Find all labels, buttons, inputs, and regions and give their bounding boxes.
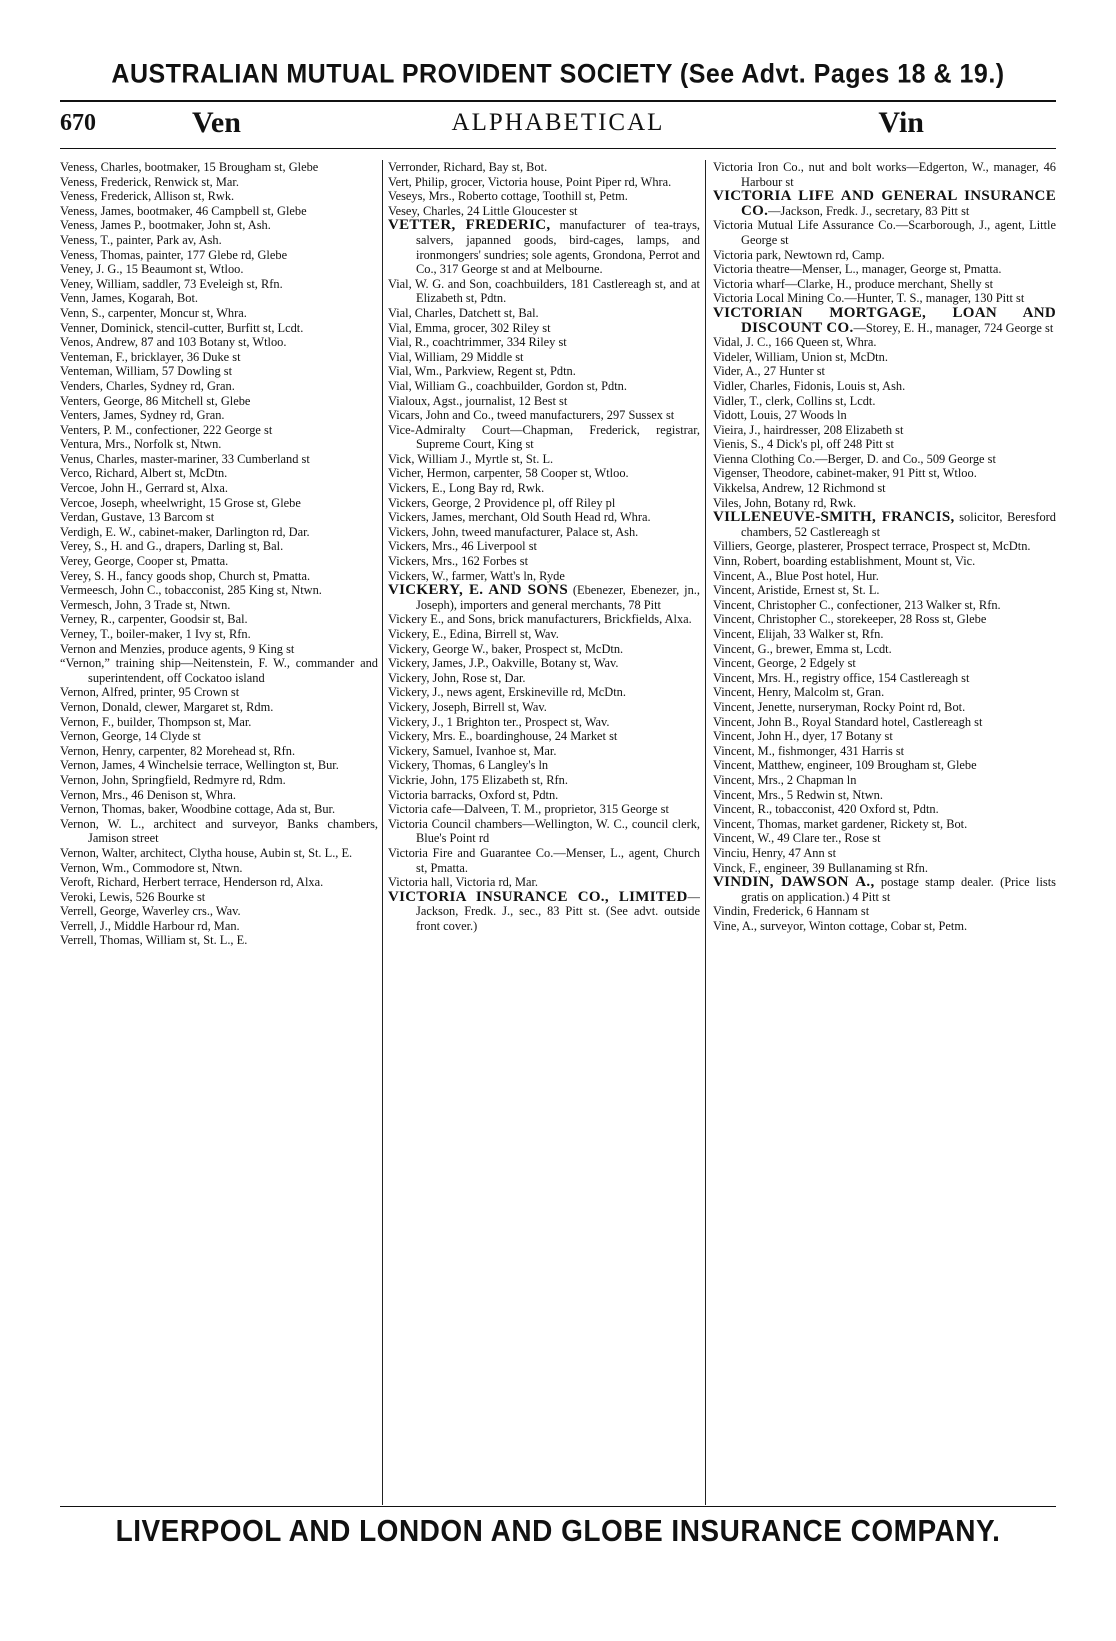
directory-entry: Verrell, J., Middle Harbour rd, Man. — [60, 918, 240, 933]
directory-entry: Vincent, Thomas, market gardener, Rickety st, Bot. — [713, 816, 968, 831]
directory-entry: Vincent, A., Blue Post hotel, Hur. — [713, 568, 879, 583]
directory-entry: Vernon, Henry, carpenter, 82 Morehead st, Rfn. — [60, 743, 296, 758]
directory-entry: Vickery, George W., baker, Prospect st, McDtn. — [388, 641, 624, 656]
directory-entry: Vial, William G., coachbuilder, Gordon st, Pdtn. — [388, 378, 627, 393]
header-right-guide-word: Vin — [878, 106, 924, 139]
directory-entry: Vidler, T., clerk, Collins st, Lcdt. — [713, 393, 876, 408]
directory-entry: Verco, Richard, Albert st, McDtn. — [60, 466, 228, 481]
directory-entry: Victoria wharf—Clarke, H., produce merchant, Shelly st — [713, 276, 994, 291]
directory-entry: Vernon, Thomas, baker, Woodbine cottage, Ada st, Bur. — [60, 802, 336, 817]
directory-entry: Vialoux, Agst., journalist, 12 Best st — [388, 393, 568, 408]
directory-entry: Vincent, G., brewer, Emma st, Lcdt. — [713, 641, 892, 656]
directory-entry: Vickrie, John, 175 Elizabeth st, Rfn. — [388, 772, 568, 787]
directory-entry: Vincent, George, 2 Edgely st — [713, 656, 856, 671]
directory-entry: Vincent, M., fishmonger, 431 Harris st — [713, 743, 905, 758]
directory-entry: Veseys, Mrs., Roberto cottage, Toothill st, Petm. — [388, 189, 628, 204]
directory-entry: Vinciu, Henry, 47 Ann st — [713, 845, 837, 860]
directory-entry: Venteman, William, 57 Dowling st — [60, 364, 233, 379]
directory-entry: Veness, James P., bootmaker, John st, Ash. — [60, 218, 271, 233]
directory-entry: Vice-Admiralty Court—Chapman, Frederick, registrar, Supreme Court, King st — [388, 422, 700, 452]
directory-columns — [60, 160, 1056, 1505]
directory-entry: Victoria hall, Victoria rd, Mar. — [388, 875, 539, 890]
directory-entry: Vial, Charles, Datchett st, Bal. — [388, 305, 539, 320]
column-divider — [705, 160, 706, 1505]
directory-entry: Vigenser, Theodore, cabinet-maker, 91 Pitt st, Wtloo. — [713, 466, 977, 481]
directory-entry: Vincent, Henry, Malcolm st, Gran. — [713, 685, 885, 700]
directory-entry: Vincent, Matthew, engineer, 109 Brougham st, Glebe — [713, 758, 977, 773]
directory-entry-heading: VICTORIAN MORTGAGE, LOAN AND DISCOUNT CO. — [713, 304, 1056, 336]
directory-entry: Vickery, Mrs. E., boardinghouse, 24 Market st — [388, 729, 618, 744]
directory-entry: Vicher, Hermon, carpenter, 58 Cooper st, Wtloo. — [388, 466, 629, 481]
directory-entry: Vernon, F., builder, Thompson st, Mar. — [60, 714, 252, 729]
directory-entry: Vickery, E., Edina, Birrell st, Wav. — [388, 627, 559, 641]
page-header — [60, 106, 1056, 146]
directory-entry: Verney, R., carpenter, Goodsir st, Bal. — [60, 612, 248, 627]
directory-entry: Ventura, Mrs., Norfolk st, Ntwn. — [60, 437, 222, 452]
directory-entry: Vickers, E., Long Bay rd, Rwk. — [388, 481, 545, 496]
directory-entry: Vercoe, John H., Gerrard st, Alxa. — [60, 481, 228, 496]
top-advertisement-banner: AUSTRALIAN MUTUAL PROVIDENT SOCIETY (See Advt. Pages 18 & 19.) — [111, 58, 1005, 90]
directory-entry: Vickery E., and Sons, brick manufacturers, Brickfields, Alxa. — [388, 612, 692, 627]
directory-entry: Venters, James, Sydney rd, Gran. — [60, 408, 225, 423]
directory-entry: Venters, George, 86 Mitchell st, Glebe — [60, 393, 251, 408]
directory-entry: Vickers, W., farmer, Watt's ln, Ryde — [388, 568, 565, 583]
directory-entry: Vernon, James, 4 Winchelsie terrace, Wellington st, Bur. — [60, 758, 339, 773]
directory-entry: Vincent, Jenette, nurseryman, Rocky Point rd, Bot. — [713, 699, 966, 714]
directory-entry: Verronder, Richard, Bay st, Bot. — [388, 160, 548, 174]
directory-entry: Vermesch, John, 3 Trade st, Ntwn. — [60, 597, 231, 612]
directory-entry: Vial, William, 29 Middle st — [388, 349, 524, 364]
directory-entry: Venos, Andrew, 87 and 103 Botany st, Wtloo. — [60, 335, 287, 350]
directory-entry: Venteman, F., bricklayer, 36 Duke st — [60, 349, 241, 364]
directory-entry: Vickery, John, Rose st, Dar. — [388, 670, 526, 685]
column-divider — [382, 160, 383, 1505]
directory-entry — [388, 890, 700, 934]
header-left-guide-word: Ven — [192, 106, 241, 139]
directory-entry: Vernon, Mrs., 46 Denison st, Whra. — [60, 787, 236, 802]
directory-entry: Vernon and Menzies, produce agents, 9 King st — [60, 641, 295, 656]
directory-entry: Venders, Charles, Sydney rd, Gran. — [60, 378, 235, 393]
directory-entry: Verrell, Thomas, William st, St. L., E. — [60, 933, 248, 948]
directory-entry-heading: VILLENEUVE-SMITH, FRANCIS, — [713, 509, 955, 526]
directory-entry-heading: VINDIN, DAWSON A., — [713, 874, 875, 891]
directory-entry-detail: —Storey, E. H., manager, 724 George st — [853, 320, 1054, 335]
directory-entry: Villiers, George, plasterer, Prospect terrace, Prospect st, McDtn. — [713, 539, 1031, 554]
directory-entry: Vernon, John, Springfield, Redmyre rd, Rdm. — [60, 772, 286, 787]
directory-entry: Veness, Frederick, Allison st, Rwk. — [60, 189, 235, 204]
directory-column-1 — [60, 160, 378, 1505]
directory-entry: Veness, Charles, bootmaker, 15 Brougham st, Glebe — [60, 160, 319, 174]
directory-entry: Vinck, F., engineer, 39 Bullanaming st Rfn. — [713, 860, 928, 875]
directory-entry: Vickery, J., 1 Brighton ter., Prospect st, Wav. — [388, 714, 610, 729]
bottom-advertisement-banner: LIVERPOOL AND LONDON AND GLOBE INSURANCE COMPANY. — [115, 1513, 1001, 1548]
directory-entry: Vincent, Christopher C., storekeeper, 28 Ross st, Glebe — [713, 612, 987, 627]
page-number: 670 — [60, 110, 96, 136]
directory-entry: Vickers, James, merchant, Old South Head rd, Whra. — [388, 510, 651, 525]
directory-entry: Vienna Clothing Co.—Berger, D. and Co., 509 George st — [713, 451, 996, 466]
directory-entry: Verey, S., H. and G., drapers, Darling st, Bal. — [60, 539, 284, 554]
directory-entry: Veney, William, saddler, 73 Eveleigh st, Rfn. — [60, 276, 283, 291]
directory-entry: Vincent, Elijah, 33 Walker st, Rfn. — [713, 627, 884, 641]
directory-entry: Vickery, Joseph, Birrell st, Wav. — [388, 699, 547, 714]
directory-entry: Viles, John, Botany rd, Rwk. — [713, 495, 857, 510]
directory-entry-detail: postage stamp dealer. (Price lists gratis on application.) 4 Pitt st — [741, 875, 1056, 904]
directory-entry-heading: VETTER, FREDERIC, — [388, 217, 551, 234]
directory-entry: Vindin, Frederick, 6 Hannam st — [713, 904, 870, 919]
directory-entry-detail: solicitor, Beresford chambers, 52 Castlereagh st — [741, 510, 1056, 539]
directory-entry-detail: —Jackson, Fredk. J., secretary, 83 Pitt st — [768, 203, 970, 218]
directory-entry: Videler, William, Union st, McDtn. — [713, 349, 888, 364]
directory-entry: Vinn, Robert, boarding establishment, Mount st, Vic. — [713, 554, 976, 569]
directory-entry: Vickery, James, J.P., Oakville, Botany st, Wav. — [388, 656, 619, 671]
directory-entry: Vernon, Alfred, printer, 95 Crown st — [60, 685, 240, 700]
directory-entry: Vincent, John B., Royal Standard hotel, Castlereagh st — [713, 714, 983, 729]
header-section-title: ALPHABETICAL — [451, 109, 665, 136]
directory-entry: Vial, Wm., Parkview, Regent st, Pdtn. — [388, 364, 576, 379]
directory-entry: Verey, George, Cooper st, Pmatta. — [60, 554, 229, 569]
footer-rule — [60, 1506, 1056, 1507]
directory-entry: Veness, T., painter, Park av, Ash. — [60, 232, 222, 247]
directory-entry — [713, 875, 1056, 904]
directory-entry: Vernon, George, 14 Clyde st — [60, 729, 201, 744]
directory-entry: Veness, James, bootmaker, 46 Campbell st, Glebe — [60, 203, 307, 218]
directory-entry — [713, 510, 1056, 539]
directory-entry — [388, 218, 700, 276]
directory-entry: “Vernon,” training ship—Neitenstein, F. W., commander and superintendent, off Cockatoo island — [60, 656, 378, 685]
directory-entry: Veness, Thomas, painter, 177 Glebe rd, Glebe — [60, 247, 288, 262]
directory-entry: Vial, W. G. and Son, coachbuilders, 181 Castlereagh st, and at Elizabeth st, Pdtn. — [388, 276, 700, 306]
directory-entry: Victoria theatre—Menser, L., manager, George st, Pmatta. — [713, 262, 1002, 277]
directory-entry: Victoria Iron Co., nut and bolt works—Edgerton, W., manager, 46 Harbour st — [713, 160, 1056, 189]
directory-entry: Veney, J. G., 15 Beaumont st, Wtloo. — [60, 262, 244, 277]
directory-entry: Vial, R., coachtrimmer, 334 Riley st — [388, 335, 567, 350]
directory-entry: Vincent, R., tobacconist, 420 Oxford st, Pdtn. — [713, 802, 939, 817]
directory-entry: Vincent, Christopher C., confectioner, 213 Walker st, Rfn. — [713, 597, 1001, 612]
directory-entry: Vider, A., 27 Hunter st — [713, 364, 825, 379]
directory-entry: Victoria barracks, Oxford st, Pdtn. — [388, 787, 559, 802]
directory-entry: Vicars, John and Co., tweed manufacturers, 297 Sussex st — [388, 408, 675, 423]
directory-entry: Vickers, John, tweed manufacturer, Palace st, Ash. — [388, 524, 639, 539]
directory-entry: Victoria park, Newtown rd, Camp. — [713, 247, 885, 262]
directory-entry: Vincent, Mrs. H., registry office, 154 Castlereagh st — [713, 670, 970, 685]
directory-entry: Vesey, Charles, 24 Little Gloucester st — [388, 203, 578, 218]
directory-entry-heading: VICKERY, E. AND SONS — [388, 582, 568, 599]
directory-entry-detail: manufacturer of tea-trays, salvers, japanned goods, bird-cages, lamps, and ironmongers' sundries; sole agents, Grondona, Perrot and Co., 317 George st and at Melbourne. — [416, 218, 700, 277]
directory-entry: Vickery, Thomas, 6 Langley's ln — [388, 758, 549, 773]
directory-entry: Vermeesch, John C., tobacconist, 285 King st, Ntwn. — [60, 583, 322, 598]
directory-entry: Vine, A., surveyor, Winton cottage, Cobar st, Petm. — [713, 918, 968, 933]
directory-entry-heading: VICTORIA LIFE AND GENERAL INSURANCE CO. — [713, 188, 1056, 219]
directory-entry: Veroki, Lewis, 526 Bourke st — [60, 889, 206, 904]
directory-entry: Vincent, Aristide, Ernest st, St. L. — [713, 583, 880, 598]
directory-entry: Verney, T., boiler-maker, 1 Ivy st, Rfn. — [60, 627, 251, 641]
directory-entry: Victoria cafe—Dalveen, T. M., proprietor, 315 George st — [388, 802, 669, 817]
directory-entry — [713, 306, 1056, 335]
directory-entry: Vick, William J., Myrtle st, St. L. — [388, 451, 554, 466]
directory-entry-heading: VICTORIA INSURANCE CO., LIMITED — [388, 888, 688, 905]
directory-entry: Venn, James, Kogarah, Bot. — [60, 291, 198, 306]
directory-entry: Vernon, W. L., architect and surveyor, Banks chambers, Jamison street — [60, 816, 378, 846]
directory-entry: Vincent, W., 49 Clare ter., Rose st — [713, 831, 881, 846]
directory-entry: Vidott, Louis, 27 Woods ln — [713, 408, 847, 423]
directory-entry — [388, 583, 700, 612]
directory-entry: Victoria Mutual Life Assurance Co.—Scarborough, J., agent, Little George st — [713, 218, 1056, 247]
directory-entry: Vincent, Mrs., 5 Redwin st, Ntwn. — [713, 787, 883, 802]
directory-entry: Vickers, Mrs., 162 Forbes st — [388, 554, 529, 569]
directory-entry: Vernon, Donald, clewer, Margaret st, Rdm. — [60, 699, 274, 714]
directory-entry: Vincent, John H., dyer, 17 Botany st — [713, 729, 893, 744]
directory-entry: Verey, S. H., fancy goods shop, Church st, Pmatta. — [60, 568, 311, 583]
header-rule — [60, 148, 1056, 149]
directory-entry: Vidal, J. C., 166 Queen st, Whra. — [713, 335, 877, 350]
directory-entry: Vickers, Mrs., 46 Liverpool st — [388, 539, 537, 554]
directory-entry: Vickers, George, 2 Providence pl, off Riley pl — [388, 495, 616, 510]
directory-entry: Victoria Fire and Guarantee Co.—Menser, L., agent, Church st, Pmatta. — [388, 845, 700, 875]
directory-column-2 — [388, 160, 700, 1505]
directory-entry: Vickery, J., news agent, Erskineville rd, McDtn. — [388, 685, 626, 700]
directory-entry: Veness, Frederick, Renwick st, Mar. — [60, 174, 239, 189]
directory-entry: Vickery, Samuel, Ivanhoe st, Mar. — [388, 743, 557, 758]
directory-entry: Vernon, Wm., Commodore st, Ntwn. — [60, 860, 243, 875]
directory-entry: Verrell, George, Waverley crs., Wav. — [60, 904, 241, 919]
directory-entry-detail: (Ebenezer, Ebenezer, jn., Joseph), importers and general merchants, 78 Pitt — [416, 583, 700, 612]
directory-column-3 — [713, 160, 1056, 1505]
directory-entry: Venters, P. M., confectioner, 222 George st — [60, 422, 273, 437]
directory-entry-detail: —Jackson, Fredk. J., sec., 83 Pitt st. (See advt. outside front cover.) — [416, 889, 700, 933]
top-rule — [60, 100, 1056, 102]
directory-entry: Vernon, Walter, architect, Clytha house, Aubin st, St. L., E. — [60, 845, 353, 860]
directory-entry: Veroft, Richard, Herbert terrace, Henderson rd, Alxa. — [60, 875, 324, 890]
directory-entry: Victoria Council chambers—Wellington, W. C., council clerk, Blue's Point rd — [388, 816, 700, 846]
directory-entry: Vidler, Charles, Fidonis, Louis st, Ash. — [713, 378, 906, 393]
directory-entry: Victoria Local Mining Co.—Hunter, T. S., manager, 130 Pitt st — [713, 291, 1025, 306]
directory-entry: Vienis, S., 4 Dick's pl, off 248 Pitt st — [713, 437, 894, 452]
directory-entry: Vert, Philip, grocer, Victoria house, Point Piper rd, Whra. — [388, 174, 672, 189]
directory-entry: Verdigh, E. W., cabinet-maker, Darlington rd, Dar. — [60, 524, 310, 539]
directory-entry: Verdan, Gustave, 13 Barcom st — [60, 510, 215, 525]
directory-entry: Venus, Charles, master-mariner, 33 Cumberland st — [60, 451, 310, 466]
directory-entry: Vieira, J., hairdresser, 208 Elizabeth st — [713, 422, 904, 437]
directory-entry: Vincent, Mrs., 2 Chapman ln — [713, 772, 857, 787]
directory-entry: Vial, Emma, grocer, 302 Riley st — [388, 320, 551, 335]
directory-entry: Vikkelsa, Andrew, 12 Richmond st — [713, 481, 886, 496]
directory-entry — [713, 189, 1056, 218]
directory-entry: Venner, Dominick, stencil-cutter, Burfitt st, Lcdt. — [60, 320, 304, 335]
directory-entry: Vercoe, Joseph, wheelwright, 15 Grose st, Glebe — [60, 495, 301, 510]
directory-entry: Venn, S., carpenter, Moncur st, Whra. — [60, 305, 247, 320]
